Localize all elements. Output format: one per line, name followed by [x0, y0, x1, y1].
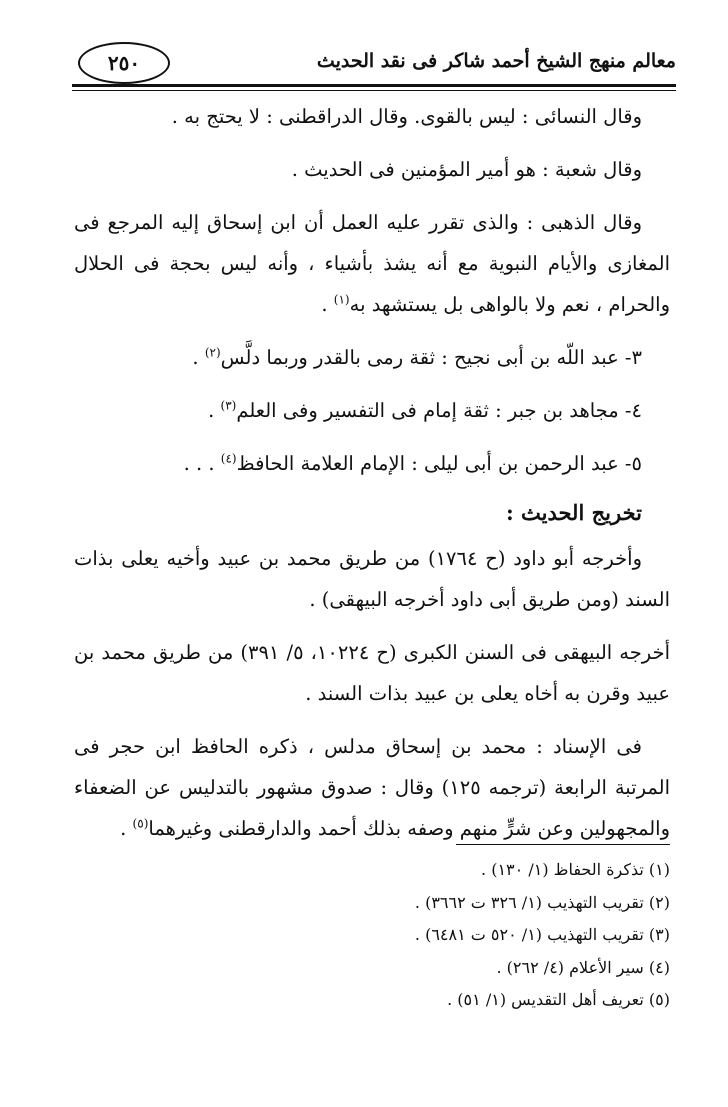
header-rule-thick: [72, 84, 676, 87]
paragraph-isnad: [74, 726, 670, 849]
paragraph-isnad-text: فى الإسناد : محمد بن إسحاق مدلس ، ذكره الحافظ ابن حجر فى المرتبة الرابعة (ترجمه ١٢٥) وقال : صدوق مشهور بالتدليس عن الضعفاء والمجهولين وعن شرٍّ منهم وصفه بذلك أحمد والدارقطنى وغيرهما: [74, 735, 671, 840]
paragraph-dhahabi-text: وقال الذهبى : والذى تقرر عليه العمل أن ابن إسحاق إليه المرجع فى المغازى والأيام النبوية مع أنه يشذ بأشياء ، وأنه ليس بحجة فى الحلال والحرام ، نعم ولا بالواهى بل يستشهد به: [74, 211, 670, 316]
footnote-ref-2: (٢): [204, 345, 221, 360]
narrator-item-4: [74, 390, 670, 431]
footnote-item: (٢) تقريب التهذيب (١/ ٣٢٦ ت ٣٦٦٢) .: [414, 892, 670, 912]
page-number-badge: ٢٥٠: [78, 42, 170, 84]
footnote-ref-3: (٣): [220, 398, 237, 413]
narrator-item-3-end: .: [192, 346, 205, 369]
footnote-item: (١) تذكرة الحفاظ (١/ ١٣٠) .: [481, 860, 670, 879]
footnote-item: (٥) تعريف أهل التقديس (١/ ٥١) .: [447, 990, 670, 1009]
narrator-item-4-end: .: [208, 399, 221, 422]
footnote-ref-5: (٥): [132, 816, 149, 831]
narrator-item-5-text: ٥- عبد الرحمن بن أبى ليلى : الإمام العلامة الحافظ: [236, 452, 642, 475]
footnote-item: (٤) سير الأعلام (٤/ ٢٦٢) .: [496, 957, 670, 977]
narrator-item-4-text: ٤- مجاهد بن جبر : ثقة إمام فى التفسير وفى العلم: [236, 399, 642, 422]
narrator-item-5-end: . . .: [183, 452, 221, 475]
footnote-separator: [456, 844, 670, 845]
footnotes: [70, 854, 670, 1017]
footnote-ref-4: (٤): [220, 451, 237, 466]
paragraph-dhahabi: [74, 202, 670, 325]
paragraph-nasai: وقال النسائى : ليس بالقوى. وقال الدراقطنى : لا يحتج به .: [171, 105, 642, 128]
running-header-title: معالم منهج الشيخ أحمد شاكر فى نقد الحديث: [316, 50, 676, 72]
footnote-ref-1: (١): [333, 292, 350, 307]
paragraph-shuba: وقال شعبة : هو أمير المؤمنين فى الحديث .: [291, 158, 642, 181]
paragraph-isnad-end: .: [120, 817, 133, 840]
paragraph-dhahabi-end: .: [321, 293, 334, 316]
footnote-item: (٣) تقريب التهذيب (١/ ٥٢٠ ت ٦٤٨١) .: [414, 925, 670, 944]
narrator-item-3-text: ٣- عبد اللّه بن أبى نجيح : ثقة رمى بالقدر وربما دلَّس: [220, 346, 642, 369]
narrator-item-5: [74, 443, 670, 484]
running-header: [72, 28, 676, 88]
paragraph-abu-dawud: وأخرجه أبو داود (ح ١٧٦٤) من طريق محمد بن عبيد وأخيه يعلى بذات السند (ومن طريق أبى داود أخرجه البيهقى) .: [74, 547, 670, 611]
section-heading-takhrij: تخريج الحديث :: [505, 500, 642, 525]
header-rule-thin: [72, 90, 676, 91]
page-body: [74, 96, 670, 849]
narrator-item-3: [74, 337, 670, 378]
paragraph-bayhaqi: أخرجه البيهقى فى السنن الكبرى (ح ١٠٢٢٤، ٥/ ٣٩١) من طريق محمد بن عبيد وقرن به أخاه يعلى بن عبيد بذات السند .: [74, 641, 670, 705]
